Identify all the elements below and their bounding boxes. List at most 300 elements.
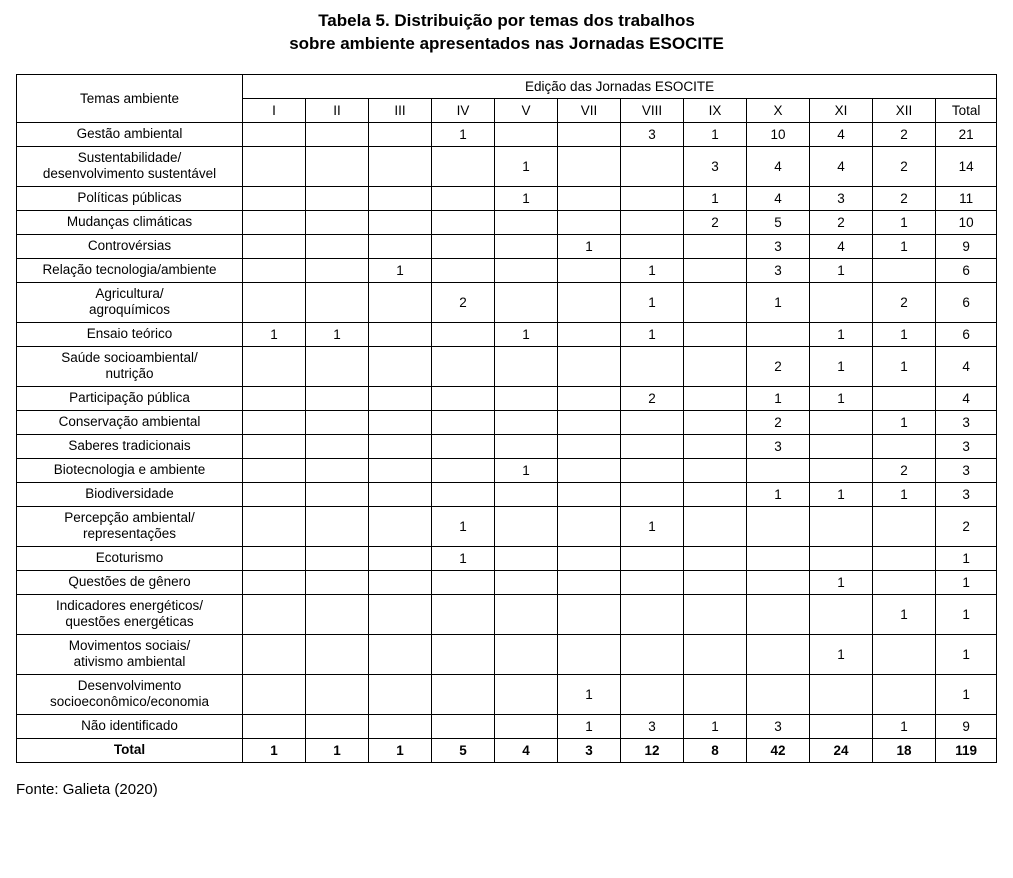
cell-count: 1 [495,322,558,346]
cell-row-total: 3 [936,410,997,434]
cell-count [306,674,369,714]
cell-count [306,594,369,634]
cell-count [495,258,558,282]
cell-count [558,410,621,434]
table-row [17,234,997,258]
cell-count [621,146,684,186]
row-label-theme: Controvérsias [17,234,243,258]
cell-count [369,434,432,458]
cell-count [495,282,558,322]
cell-count [558,322,621,346]
table-row [17,634,997,674]
cell-count [243,386,306,410]
cell-count [558,570,621,594]
cell-count [558,210,621,234]
cell-count [369,714,432,738]
cell-count [684,282,747,322]
table-row [17,594,997,634]
cell-count [873,386,936,410]
cell-count [243,258,306,282]
cell-count [243,434,306,458]
cell-count [369,234,432,258]
cell-count: 1 [621,258,684,282]
row-label-theme: Sustentabilidade/ desenvolvimento sustentável [17,146,243,186]
cell-count [495,546,558,570]
cell-count [810,282,873,322]
column-header-edition-viii: VIII [621,98,684,122]
cell-count [369,506,432,546]
cell-count [306,386,369,410]
table-head [17,74,997,122]
cell-count [558,386,621,410]
cell-count: 2 [684,210,747,234]
table-row [17,258,997,282]
cell-count [432,410,495,434]
cell-count [873,434,936,458]
cell-count: 1 [369,258,432,282]
table-row [17,346,997,386]
cell-count: 3 [621,714,684,738]
row-label-theme: Questões de gênero [17,570,243,594]
cell-count [684,234,747,258]
cell-count [684,482,747,506]
cell-count: 2 [432,282,495,322]
cell-row-total: 1 [936,594,997,634]
cell-count: 1 [621,506,684,546]
row-label-theme: Ecoturismo [17,546,243,570]
cell-count [873,674,936,714]
cell-count [306,146,369,186]
column-header-edition-xi: XI [810,98,873,122]
cell-count [684,546,747,570]
cell-count [810,458,873,482]
cell-count [621,210,684,234]
row-label-theme: Gestão ambiental [17,122,243,146]
cell-count: 4 [810,122,873,146]
cell-row-total: 10 [936,210,997,234]
cell-count [369,186,432,210]
cell-count [432,146,495,186]
cell-count: 1 [873,410,936,434]
cell-count: 4 [747,146,810,186]
cell-count [747,506,810,546]
cell-count [243,234,306,258]
cell-row-total: 9 [936,234,997,258]
cell-count [684,322,747,346]
table-row [17,482,997,506]
row-label-theme: Desenvolvimento socioeconômico/economia [17,674,243,714]
cell-count [306,634,369,674]
cell-count: 3 [747,434,810,458]
cell-count [243,570,306,594]
cell-count [810,410,873,434]
cell-count [558,482,621,506]
cell-count [810,546,873,570]
cell-count: 1 [810,634,873,674]
cell-column-total: 24 [810,738,873,762]
column-header-themes: Temas ambiente [17,74,243,122]
cell-count [432,322,495,346]
table-row [17,282,997,322]
row-label-theme: Saúde socioambiental/ nutrição [17,346,243,386]
cell-count [432,634,495,674]
cell-count [684,458,747,482]
cell-count [810,434,873,458]
cell-count [495,506,558,546]
cell-row-total: 6 [936,322,997,346]
cell-count: 2 [810,210,873,234]
cell-count [369,282,432,322]
table-row [17,122,997,146]
cell-count [369,322,432,346]
cell-count [432,714,495,738]
cell-count: 1 [558,674,621,714]
row-label-theme: Participação pública [17,386,243,410]
cell-column-total: 5 [432,738,495,762]
column-header-edition-ii: II [306,98,369,122]
table-header-group-row [17,74,997,98]
cell-count [369,546,432,570]
cell-count: 1 [621,322,684,346]
cell-count [873,506,936,546]
column-header-editions-group: Edição das Jornadas ESOCITE [243,74,997,98]
cell-count: 3 [810,186,873,210]
cell-count [306,210,369,234]
cell-count [621,186,684,210]
column-header-edition-x: X [747,98,810,122]
row-label-theme: Não identificado [17,714,243,738]
cell-count [873,546,936,570]
cell-count [432,458,495,482]
cell-count [432,258,495,282]
cell-count [243,186,306,210]
table-row [17,570,997,594]
cell-count: 1 [495,458,558,482]
cell-count [621,410,684,434]
cell-count: 1 [873,346,936,386]
cell-count [747,634,810,674]
cell-count: 1 [684,122,747,146]
cell-count: 1 [810,322,873,346]
cell-count [306,506,369,546]
document-page [0,10,1013,878]
cell-count [369,674,432,714]
column-header-edition-vii: VII [558,98,621,122]
row-label-theme: Relação tecnologia/ambiente [17,258,243,282]
cell-row-total: 21 [936,122,997,146]
cell-count [243,634,306,674]
cell-count [432,570,495,594]
cell-count [369,346,432,386]
cell-count [747,674,810,714]
cell-count [306,122,369,146]
cell-count: 1 [873,482,936,506]
cell-count [621,594,684,634]
cell-count [369,386,432,410]
cell-column-total: 3 [558,738,621,762]
cell-row-total: 14 [936,146,997,186]
cell-count [621,234,684,258]
cell-column-total: 18 [873,738,936,762]
cell-count [432,594,495,634]
row-label-theme: Conservação ambiental [17,410,243,434]
cell-count [495,410,558,434]
cell-row-total: 6 [936,258,997,282]
cell-count [306,458,369,482]
cell-count [621,570,684,594]
cell-count: 1 [495,186,558,210]
table-total-row [17,738,997,762]
cell-count [810,506,873,546]
cell-count [243,546,306,570]
table-row [17,674,997,714]
cell-row-total: 4 [936,386,997,410]
row-label-theme: Agricultura/ agroquímicos [17,282,243,322]
cell-count [558,434,621,458]
cell-count [684,410,747,434]
cell-count: 2 [873,122,936,146]
row-label-theme: Percepção ambiental/ representações [17,506,243,546]
cell-count [558,458,621,482]
column-header-edition-v: V [495,98,558,122]
cell-count: 3 [684,146,747,186]
cell-count [810,674,873,714]
row-label-theme: Ensaio teórico [17,322,243,346]
cell-count [747,458,810,482]
table-row [17,186,997,210]
table-title-line-1: Tabela 5. Distribuição por temas dos trabalhos [318,11,695,30]
cell-count: 1 [747,386,810,410]
column-header-edition-i: I [243,98,306,122]
cell-count [495,346,558,386]
cell-count [495,714,558,738]
cell-column-total: 1 [306,738,369,762]
cell-count [495,570,558,594]
cell-count: 1 [684,186,747,210]
cell-count [684,634,747,674]
cell-count [432,674,495,714]
cell-count [810,594,873,634]
cell-count [621,434,684,458]
row-label-theme: Políticas públicas [17,186,243,210]
cell-row-total: 3 [936,434,997,458]
cell-count [558,506,621,546]
cell-count [369,594,432,634]
column-header-edition-iii: III [369,98,432,122]
cell-count: 1 [873,210,936,234]
cell-row-total: 11 [936,186,997,210]
cell-count [243,210,306,234]
table-row [17,434,997,458]
cell-count [873,570,936,594]
cell-count: 5 [747,210,810,234]
cell-count: 3 [747,258,810,282]
cell-count: 1 [432,122,495,146]
cell-count: 4 [747,186,810,210]
cell-row-total: 4 [936,346,997,386]
table-body [17,122,997,762]
cell-count: 1 [810,346,873,386]
cell-count: 2 [873,186,936,210]
cell-count [810,714,873,738]
cell-count [243,122,306,146]
cell-count [621,634,684,674]
cell-count [243,346,306,386]
cell-count: 3 [621,122,684,146]
cell-count [306,434,369,458]
cell-count [495,482,558,506]
cell-count [558,546,621,570]
cell-count: 1 [810,482,873,506]
cell-row-total: 9 [936,714,997,738]
table-row [17,506,997,546]
cell-count: 2 [873,282,936,322]
cell-count: 1 [747,282,810,322]
cell-count [432,386,495,410]
column-header-edition-ix: IX [684,98,747,122]
cell-count: 1 [747,482,810,506]
cell-count [873,258,936,282]
cell-count [558,346,621,386]
cell-row-total: 6 [936,282,997,322]
cell-count [747,594,810,634]
cell-count [495,434,558,458]
column-header-edition-iv: IV [432,98,495,122]
cell-count [495,210,558,234]
table-container [16,74,997,763]
cell-count [369,410,432,434]
cell-column-total: 1 [243,738,306,762]
cell-count [621,346,684,386]
cell-count [306,282,369,322]
cell-count [306,234,369,258]
row-label-theme: Indicadores energéticos/ questões energéticas [17,594,243,634]
row-label-total: Total [17,738,243,762]
cell-column-total: 1 [369,738,432,762]
cell-count [558,122,621,146]
cell-count [432,434,495,458]
cell-row-total: 3 [936,482,997,506]
cell-count: 1 [558,234,621,258]
table-source-note: Fonte: Galieta (2020) [16,780,158,798]
table-row [17,410,997,434]
cell-count: 10 [747,122,810,146]
cell-count [558,634,621,674]
cell-count [306,570,369,594]
cell-row-total: 1 [936,674,997,714]
cell-column-total: 8 [684,738,747,762]
row-label-theme: Biotecnologia e ambiente [17,458,243,482]
cell-count [306,346,369,386]
table-row [17,210,997,234]
table-row [17,386,997,410]
cell-count [495,234,558,258]
cell-count: 1 [432,506,495,546]
cell-count [621,674,684,714]
cell-count [243,146,306,186]
cell-count [306,258,369,282]
cell-count: 1 [243,322,306,346]
cell-row-total: 1 [936,570,997,594]
cell-count [495,634,558,674]
row-label-theme: Biodiversidade [17,482,243,506]
table-row [17,322,997,346]
row-label-theme: Movimentos sociais/ ativismo ambiental [17,634,243,674]
cell-count: 1 [432,546,495,570]
cell-row-total: 1 [936,546,997,570]
cell-count: 1 [621,282,684,322]
cell-count [432,210,495,234]
cell-count: 1 [810,570,873,594]
cell-count [369,458,432,482]
cell-count: 3 [747,234,810,258]
cell-count: 3 [747,714,810,738]
cell-row-total: 1 [936,634,997,674]
cell-count [306,410,369,434]
cell-count: 2 [873,146,936,186]
themes-distribution-table [16,74,997,763]
cell-count [621,458,684,482]
cell-count: 1 [558,714,621,738]
column-header-edition-xii: XII [873,98,936,122]
cell-column-total: 42 [747,738,810,762]
cell-count [243,506,306,546]
table-row [17,146,997,186]
cell-count [684,674,747,714]
cell-count [495,594,558,634]
row-label-theme: Mudanças climáticas [17,210,243,234]
cell-count [684,594,747,634]
cell-count: 4 [810,146,873,186]
cell-count [873,634,936,674]
cell-count [558,258,621,282]
cell-count [243,282,306,322]
cell-count: 2 [621,386,684,410]
cell-count [432,234,495,258]
cell-count [684,506,747,546]
cell-count [369,570,432,594]
cell-count: 1 [873,594,936,634]
cell-count [369,210,432,234]
cell-count [558,594,621,634]
cell-count [495,122,558,146]
table-title [40,10,973,56]
cell-count [684,258,747,282]
row-label-theme: Saberes tradicionais [17,434,243,458]
cell-count: 1 [873,322,936,346]
cell-count: 1 [810,386,873,410]
table-row [17,458,997,482]
column-header-total: Total [936,98,997,122]
cell-count: 1 [495,146,558,186]
cell-column-total: 12 [621,738,684,762]
cell-count [684,434,747,458]
cell-count: 1 [873,714,936,738]
cell-count [306,482,369,506]
cell-count [747,322,810,346]
cell-count [747,570,810,594]
cell-count: 2 [747,410,810,434]
cell-count [243,410,306,434]
cell-count: 1 [810,258,873,282]
cell-count: 1 [684,714,747,738]
cell-count [369,122,432,146]
cell-count [306,186,369,210]
cell-count: 4 [810,234,873,258]
cell-count [684,386,747,410]
cell-count: 1 [873,234,936,258]
cell-count [432,346,495,386]
